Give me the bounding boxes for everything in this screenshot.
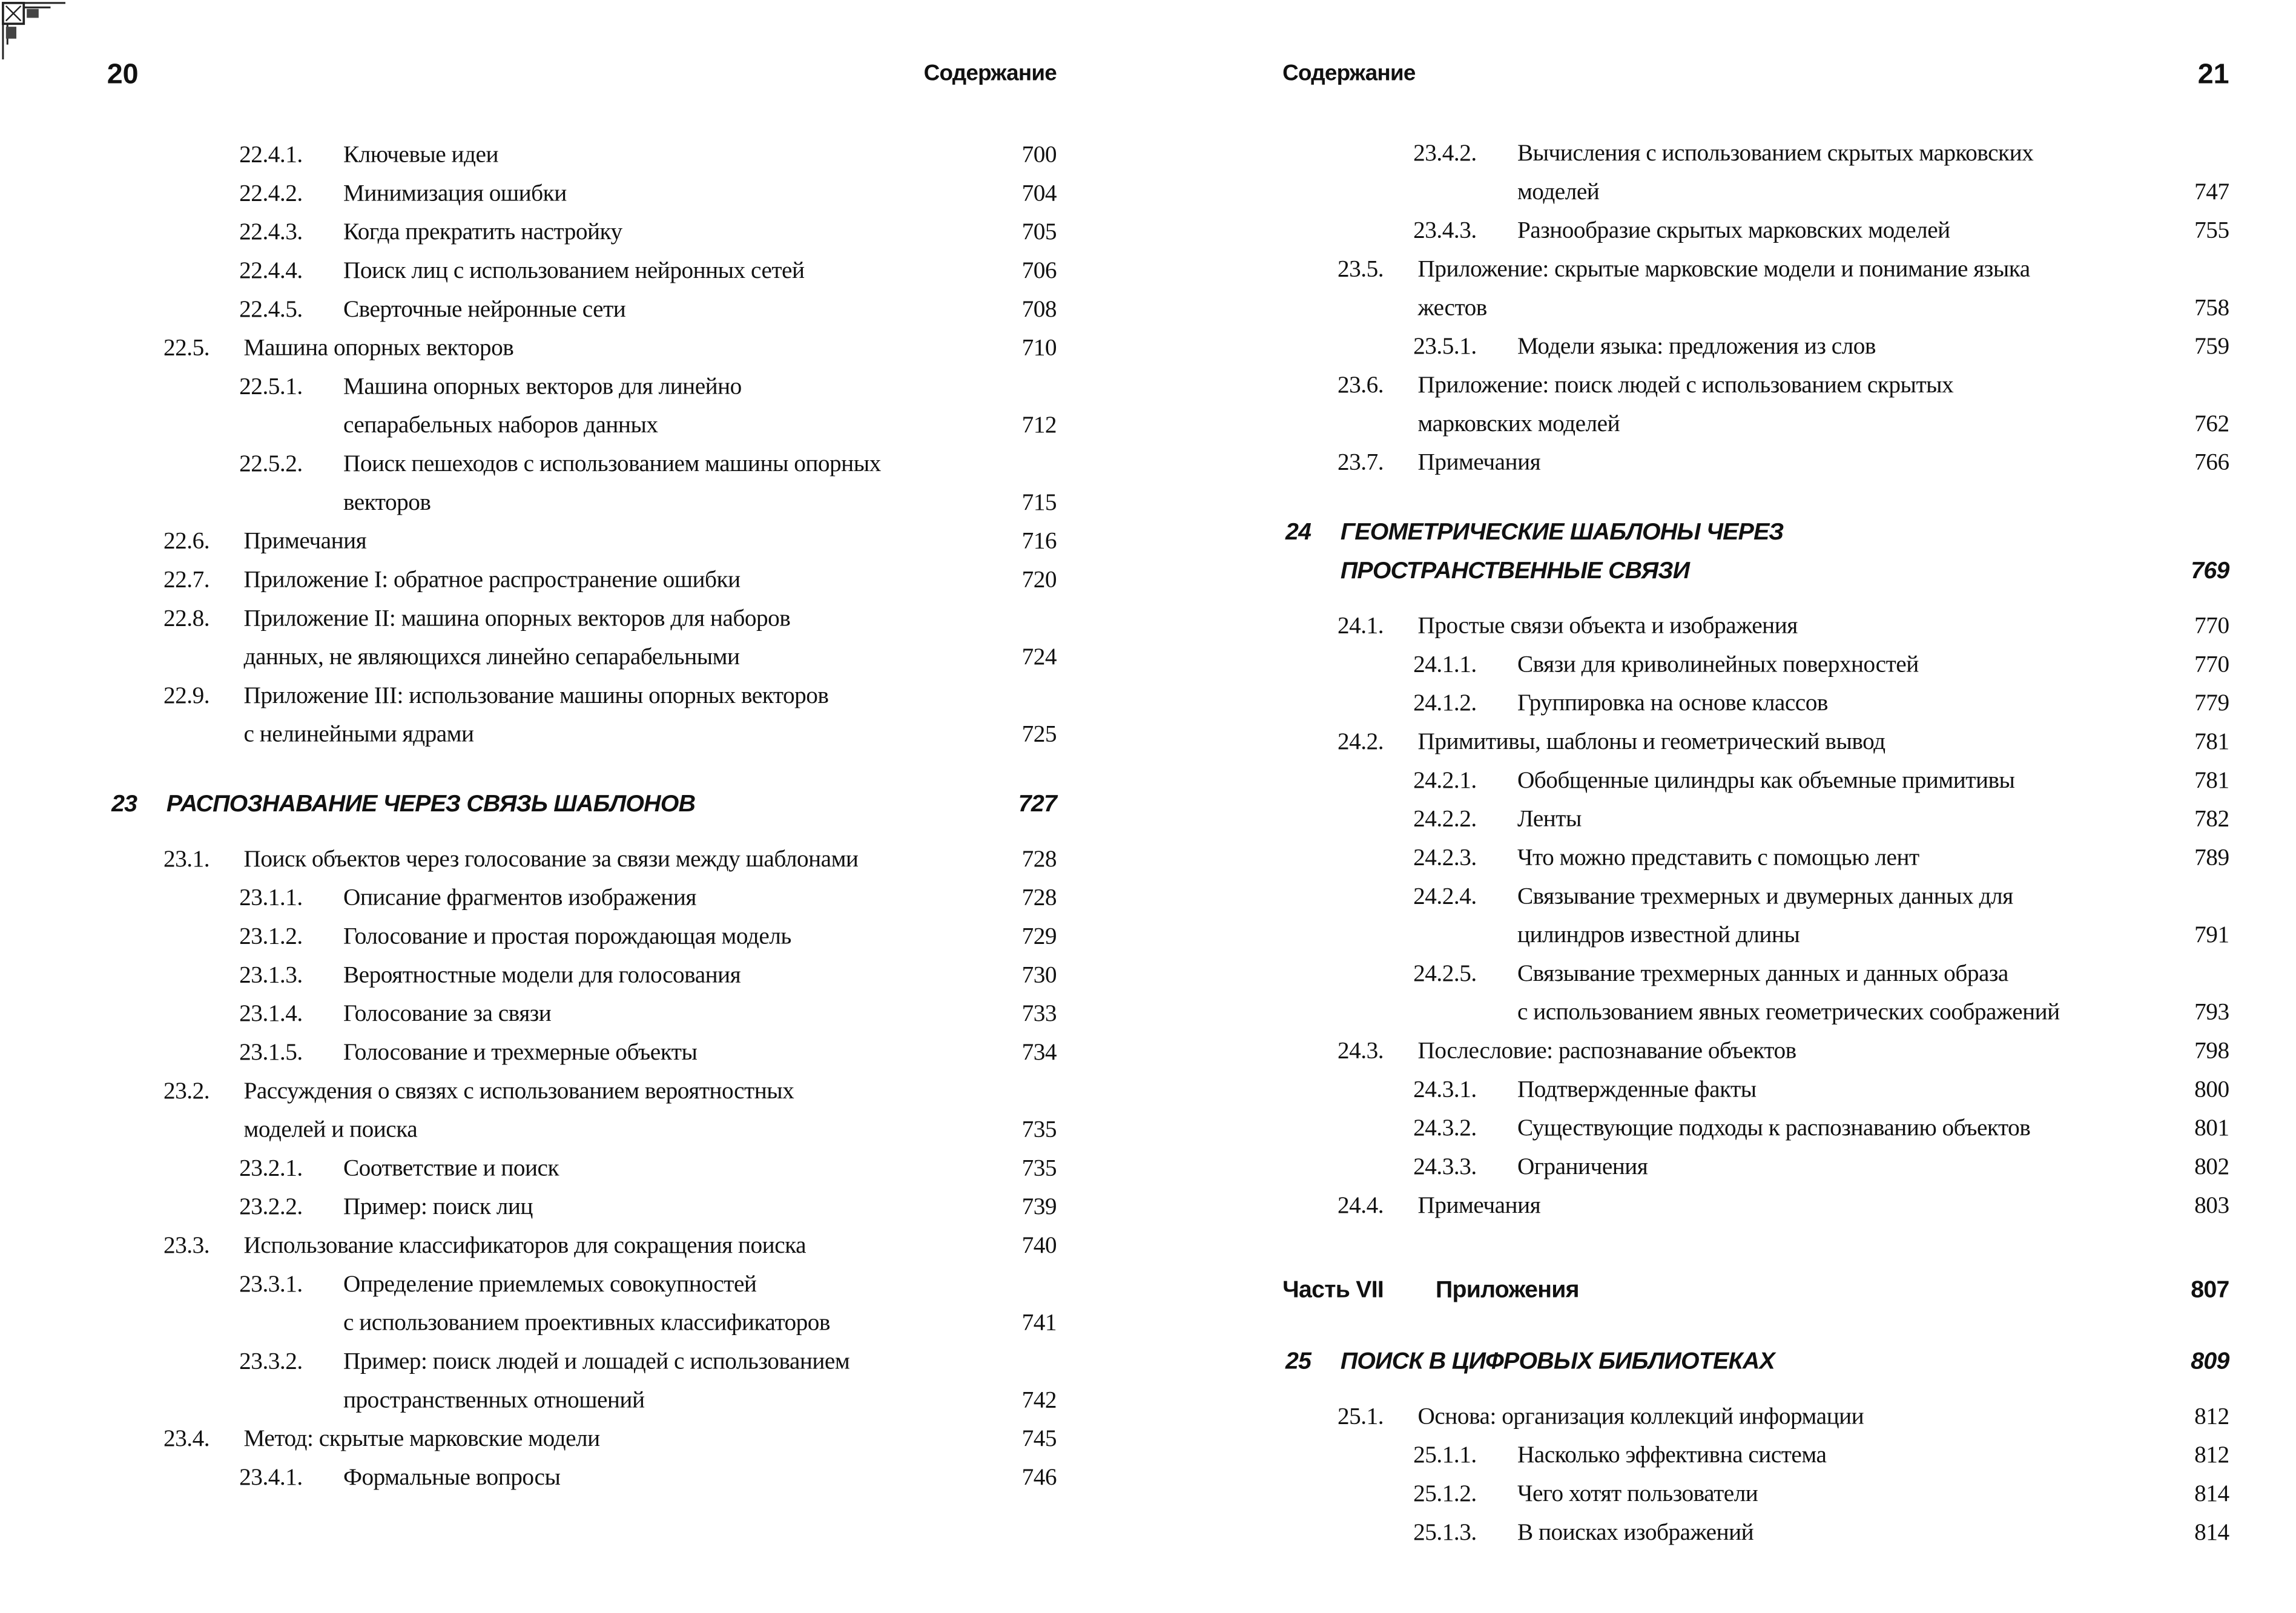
entry-page-number: 741: [1021, 1310, 1057, 1336]
entry-number: 24.3.1.: [1413, 1077, 1477, 1103]
entry-number: 23.1.4.: [239, 1001, 303, 1027]
entry-title-line: Обобщенные цилиндры как объемные примитивы: [1517, 768, 2015, 794]
toc-entry[interactable]: [1174, 328, 2229, 367]
entry-number: 23.1.: [163, 847, 210, 872]
entry-number: 25.1.3.: [1413, 1520, 1477, 1546]
entry-number: 23.1.5.: [239, 1040, 303, 1066]
entry-page-number: 720: [1021, 567, 1057, 593]
toc-entry[interactable]: [1174, 647, 2229, 685]
entry-page-number: 728: [1021, 847, 1057, 872]
toc-entry[interactable]: [1174, 1514, 2229, 1553]
entry-number: 23.4.1.: [239, 1465, 303, 1491]
entry-number: 23.6.: [1337, 373, 1384, 398]
entry-title-line: Группировка на основе классов: [1517, 691, 1828, 717]
entry-title-line: Голосование и трехмерные объекты: [343, 1040, 698, 1066]
entry-page-number: 800: [2194, 1077, 2229, 1103]
entry-title-line: ПОИСК В ЦИФРОВЫХ БИБЛИОТЕКАХ: [1340, 1349, 1775, 1375]
entry-number: 24.3.2.: [1413, 1116, 1477, 1141]
entry-number: 22.4.1.: [239, 142, 303, 168]
entry-number: 24.3.: [1337, 1038, 1384, 1064]
entry-page-number: 747: [2194, 179, 2229, 205]
entry-page-number: 770: [2194, 613, 2229, 639]
toc-entry[interactable]: [1174, 1072, 2229, 1110]
page-number: 20: [107, 59, 139, 91]
toc-entry[interactable]: [0, 880, 1057, 919]
entry-page-number: 781: [2194, 730, 2229, 755]
toc-entry[interactable]: [0, 291, 1057, 330]
toc-entry[interactable]: [0, 1189, 1057, 1228]
entry-number: 22.8.: [163, 606, 210, 632]
toc-entry[interactable]: [1174, 1033, 2229, 1072]
entry-title-line: Описание фрагментов изображения: [343, 885, 696, 911]
entry-number: Часть VII: [1282, 1278, 1384, 1304]
entry-number: 22.4.4.: [239, 259, 303, 284]
entry-number: 22.5.2.: [239, 452, 303, 477]
entry-title-line: марковских моделей: [1417, 411, 1620, 437]
entry-page-number: 807: [2191, 1278, 2229, 1304]
toc-chapter-heading[interactable]: [1174, 1344, 2229, 1382]
entry-number: 25.1.1.: [1413, 1443, 1477, 1468]
entry-title-line: Определение приемлемых совокупностей: [343, 1272, 757, 1298]
entry-title-line: Чего хотят пользователи: [1517, 1482, 1758, 1507]
page-number: 21: [2197, 59, 2229, 91]
toc-entry[interactable]: [1174, 1399, 2229, 1437]
toc-entry[interactable]: [1174, 1476, 2229, 1514]
toc-entry[interactable]: [1174, 213, 2229, 251]
toc-entry[interactable]: [0, 330, 1057, 369]
entry-number: 24: [1285, 520, 1311, 546]
entry-page-number: 769: [2191, 558, 2229, 584]
entry-title-line: Сверточные нейронные сети: [343, 297, 626, 323]
entry-number: 24.2.: [1337, 730, 1384, 755]
toc-entry[interactable]: [1174, 1437, 2229, 1476]
entry-title-line: ПРОСТРАНСТВЕННЫЕ СВЯЗИ: [1340, 558, 1690, 584]
right-page: [1174, 0, 2229, 1612]
entry-title-line: Вычисления с использованием скрытых марковских: [1517, 141, 2034, 167]
entry-title-line: данных, не являющихся линейно сепарабельными: [243, 645, 740, 670]
toc-entry[interactable]: [1174, 251, 2229, 329]
entry-number: 25.1.2.: [1413, 1482, 1477, 1507]
left-page: [0, 0, 1057, 1612]
entry-page-number: 791: [2194, 923, 2229, 948]
entry-number: 25.1.: [1337, 1404, 1384, 1430]
entry-title-line: Поиск пешеходов с использованием машины опорных: [343, 452, 881, 477]
entry-page-number: 704: [1021, 181, 1057, 207]
entry-page-number: 712: [1021, 413, 1057, 439]
entry-page-number: 814: [2194, 1520, 2229, 1546]
entry-title-line: Ключевые идеи: [343, 142, 499, 168]
entry-number: 22.5.1.: [239, 374, 303, 400]
entry-number: 23.2.: [163, 1078, 210, 1104]
entry-page-number: 700: [1021, 142, 1057, 168]
entry-title-line: Приложение: скрытые марковские модели и понимание языка: [1417, 257, 2030, 283]
entry-page-number: 745: [1021, 1427, 1057, 1452]
entry-page-number: 798: [2194, 1038, 2229, 1064]
entry-number: 22.4.3.: [239, 220, 303, 245]
entry-number: 23.7.: [1337, 450, 1384, 476]
toc-entry[interactable]: [1174, 801, 2229, 840]
entry-page-number: 782: [2194, 807, 2229, 833]
entry-page-number: 801: [2194, 1116, 2229, 1141]
entry-page-number: 725: [1021, 722, 1057, 748]
toc-list: [0, 137, 1057, 1498]
toc-entry[interactable]: [1174, 135, 2229, 213]
entry-page-number: 740: [1021, 1233, 1057, 1259]
entry-page-number: 715: [1021, 490, 1057, 516]
toc-entry[interactable]: [0, 1073, 1057, 1150]
entry-number: 22.6.: [163, 529, 210, 555]
entry-page-number: 803: [2194, 1193, 2229, 1219]
toc-entry[interactable]: [0, 601, 1057, 678]
entry-title-line: Поиск лиц с использованием нейронных сетей: [343, 259, 805, 284]
toc-chapter-heading[interactable]: [1174, 514, 2229, 592]
toc-entry[interactable]: [1174, 1149, 2229, 1187]
entry-page-number: 716: [1021, 529, 1057, 555]
entry-page-number: 812: [2194, 1443, 2229, 1468]
entry-title-line: Машина опорных векторов: [243, 335, 514, 361]
entry-page-number: 735: [1021, 1156, 1057, 1182]
running-head: Содержание: [1282, 61, 1416, 87]
entry-title-line: Модели языка: предложения из слов: [1517, 334, 1876, 360]
entry-title-line: моделей и поиска: [243, 1117, 418, 1143]
entry-number: 24.2.3.: [1413, 845, 1477, 871]
entry-number: 23.2.1.: [239, 1156, 303, 1182]
entry-page-number: 734: [1021, 1040, 1057, 1066]
entry-page-number: 729: [1021, 924, 1057, 950]
entry-page-number: 814: [2194, 1482, 2229, 1507]
running-head: Содержание: [923, 61, 1057, 87]
entry-title-line: Голосование за связи: [343, 1001, 552, 1027]
toc-entry[interactable]: [0, 919, 1057, 957]
toc-entry[interactable]: [0, 252, 1057, 291]
entry-page-number: 705: [1021, 220, 1057, 245]
entry-title-line: Подтвержденные факты: [1517, 1077, 1757, 1103]
entry-title-line: Рассуждения о связях с использованием вероятностных: [243, 1078, 794, 1104]
entry-title-line: Вероятностные модели для голосования: [343, 963, 741, 989]
entry-title-line: Использование классификаторов для сокращения поиска: [243, 1233, 807, 1259]
entry-title-line: Что можно представить с помощью лент: [1517, 845, 1919, 871]
entry-number: 23: [111, 792, 137, 817]
entry-number: 24.2.4.: [1413, 884, 1477, 910]
entry-title-line: Связывание трехмерных данных и данных образа: [1517, 961, 2008, 987]
entry-title-line: Существующие подходы к распознаванию объектов: [1517, 1116, 2031, 1141]
entry-title-line: Пример: поиск лиц: [343, 1195, 533, 1221]
entry-page-number: 746: [1021, 1465, 1057, 1491]
toc-entry[interactable]: [0, 137, 1057, 176]
toc-entry[interactable]: [0, 523, 1057, 562]
entry-page-number: 766: [2194, 450, 2229, 476]
entry-number: 24.2.1.: [1413, 768, 1477, 794]
entry-title-line: Формальные вопросы: [343, 1465, 561, 1491]
entry-page-number: 739: [1021, 1195, 1057, 1221]
entry-number: 25: [1285, 1349, 1311, 1375]
entry-number: 23.5.: [1337, 257, 1384, 283]
toc-entry[interactable]: [1174, 1110, 2229, 1149]
toc-entry[interactable]: [0, 1420, 1057, 1459]
entry-title-line: Насколько эффективна система: [1517, 1443, 1827, 1468]
toc-entry[interactable]: [0, 214, 1057, 252]
entry-number: 22.4.2.: [239, 181, 303, 207]
entry-page-number: 706: [1021, 259, 1057, 284]
entry-page-number: 779: [2194, 691, 2229, 717]
toc-entry[interactable]: [0, 176, 1057, 214]
entry-page-number: 727: [1018, 792, 1057, 817]
toc-entry[interactable]: [0, 1150, 1057, 1189]
entry-page-number: 728: [1021, 885, 1057, 911]
entry-title-line: пространственных отношений: [343, 1388, 645, 1414]
toc-entry[interactable]: [1174, 367, 2229, 444]
entry-number: 23.5.1.: [1413, 334, 1477, 360]
entry-title-line: Приложение: поиск людей с использованием скрытых: [1417, 373, 1954, 398]
entry-title-line: с использованием проективных классификаторов: [343, 1310, 830, 1336]
entry-title-line: Пример: поиск людей и лошадей с использованием: [343, 1349, 850, 1375]
entry-title-line: с использованием явных геометрических соображений: [1517, 1000, 2060, 1026]
entry-title-line: Послесловие: распознавание объектов: [1417, 1038, 1796, 1064]
entry-page-number: 770: [2194, 652, 2229, 678]
entry-number: 24.2.5.: [1413, 961, 1477, 987]
entry-number: 22.4.5.: [239, 297, 303, 323]
toc-entry[interactable]: [0, 1266, 1057, 1344]
entry-title-line: Ограничения: [1517, 1155, 1648, 1180]
entry-number: 23.1.3.: [239, 963, 303, 989]
entry-title-line: Связывание трехмерных и двумерных данных для: [1517, 884, 2013, 910]
toc-entry[interactable]: [0, 995, 1057, 1034]
entry-title-line: Поиск объектов через голосование за связи между шаблонами: [243, 847, 859, 872]
toc-entry[interactable]: [1174, 840, 2229, 879]
entry-page-number: 812: [2194, 1404, 2229, 1430]
entry-title-line: Приложение III: использование машины опорных векторов: [243, 684, 829, 709]
toc-entry[interactable]: [1174, 762, 2229, 801]
entry-page-number: 733: [1021, 1001, 1057, 1027]
entry-number: 22.7.: [163, 567, 210, 593]
entry-title-line: жестов: [1417, 295, 1487, 322]
entry-title-line: с нелинейными ядрами: [243, 722, 474, 748]
entry-title-line: Голосование и простая порождающая модель: [343, 924, 791, 950]
entry-page-number: 735: [1021, 1117, 1057, 1143]
toc-entry[interactable]: [1174, 685, 2229, 724]
toc-entry[interactable]: [1174, 444, 2229, 483]
entry-title-line: РАСПОЗНАВАНИЕ ЧЕРЕЗ СВЯЗЬ ШАБЛОНОВ: [166, 792, 696, 817]
entry-number: 22.9.: [163, 684, 210, 709]
entry-title-line: Машина опорных векторов для линейно: [343, 374, 742, 400]
entry-title-line: Когда прекратить настройку: [343, 220, 622, 245]
entry-number: 24.2.2.: [1413, 807, 1477, 833]
entry-number: 23.2.2.: [239, 1195, 303, 1221]
entry-page-number: 755: [2194, 218, 2229, 244]
entry-page-number: 793: [2194, 1000, 2229, 1026]
entry-number: 23.4.3.: [1413, 218, 1477, 244]
toc-entry[interactable]: [0, 841, 1057, 880]
entry-number: 23.4.2.: [1413, 141, 1477, 167]
entry-title-line: моделей: [1517, 179, 1600, 205]
entry-title-line: Основа: организация коллекций информации: [1417, 1404, 1864, 1430]
entry-title-line: Простые связи объекта и изображения: [1417, 613, 1798, 639]
entry-title-line: Связи для криволинейных поверхностей: [1517, 652, 1919, 678]
entry-page-number: 710: [1021, 335, 1057, 361]
entry-number: 23.1.2.: [239, 924, 303, 950]
entry-title-line: векторов: [343, 490, 431, 516]
entry-title-line: Примечания: [1417, 450, 1541, 476]
entry-number: 24.3.3.: [1413, 1155, 1477, 1180]
entry-page-number: 730: [1021, 963, 1057, 989]
entry-title-line: Ленты: [1517, 807, 1582, 833]
toc-entry[interactable]: [0, 1227, 1057, 1266]
entry-page-number: 708: [1021, 297, 1057, 323]
entry-title-line: Соответствие и поиск: [343, 1156, 559, 1182]
entry-number: 24.1.1.: [1413, 652, 1477, 678]
entry-title-line: Приложения: [1435, 1278, 1579, 1304]
entry-number: 23.3.2.: [239, 1349, 303, 1375]
entry-title-line: Примечания: [1417, 1193, 1541, 1219]
entry-title-line: ГЕОМЕТРИЧЕСКИЕ ШАБЛОНЫ ЧЕРЕЗ: [1340, 520, 1784, 546]
toc-entry[interactable]: [0, 446, 1057, 523]
entry-page-number: 781: [2194, 768, 2229, 794]
toc-entry[interactable]: [1174, 879, 2229, 956]
toc-entry[interactable]: [1174, 608, 2229, 647]
entry-number: 23.4.: [163, 1427, 210, 1452]
entry-title-line: Приложение II: машина опорных векторов для наборов: [243, 606, 791, 632]
toc-entry[interactable]: [1174, 1187, 2229, 1226]
entry-title-line: Примечания: [243, 529, 367, 555]
entry-number: 23.1.1.: [239, 885, 303, 911]
entry-page-number: 742: [1021, 1388, 1057, 1414]
entry-title-line: Метод: скрытые марковские модели: [243, 1427, 600, 1452]
toc-chapter-heading[interactable]: [0, 786, 1057, 825]
toc-entry[interactable]: [0, 678, 1057, 755]
entry-page-number: 802: [2194, 1155, 2229, 1180]
entry-title-line: Разнообразие скрытых марковских моделей: [1517, 218, 1950, 244]
toc-entry[interactable]: [0, 1034, 1057, 1073]
toc-entry[interactable]: [0, 562, 1057, 601]
entry-title-line: цилиндров известной длины: [1517, 923, 1800, 948]
entry-number: 23.3.1.: [239, 1272, 303, 1298]
toc-entry[interactable]: [1174, 724, 2229, 762]
entry-number: 24.4.: [1337, 1193, 1384, 1219]
toc-part-heading[interactable]: [1174, 1272, 2229, 1311]
toc-entry[interactable]: [0, 957, 1057, 996]
toc-entry[interactable]: [0, 1344, 1057, 1421]
toc-entry[interactable]: [1174, 955, 2229, 1033]
entry-title-line: сепарабельных наборов данных: [343, 413, 658, 439]
toc-entry[interactable]: [0, 1459, 1057, 1498]
entry-page-number: 762: [2194, 411, 2229, 437]
entry-number: 22.5.: [163, 335, 210, 361]
entry-number: 24.1.2.: [1413, 691, 1477, 717]
entry-title-line: Примитивы, шаблоны и геометрический вывод: [1417, 730, 1885, 755]
entry-number: 23.3.: [163, 1233, 210, 1259]
entry-page-number: 759: [2194, 334, 2229, 360]
entry-page-number: 789: [2194, 845, 2229, 871]
entry-number: 24.1.: [1337, 613, 1384, 639]
toc-list: [1174, 135, 2229, 1552]
entry-title-line: В поисках изображений: [1517, 1520, 1754, 1546]
entry-title-line: Приложение I: обратное распространение ошибки: [243, 567, 741, 593]
entry-page-number: 758: [2194, 295, 2229, 322]
entry-page-number: 724: [1021, 645, 1057, 670]
entry-page-number: 809: [2191, 1349, 2229, 1375]
toc-entry[interactable]: [0, 369, 1057, 446]
entry-title-line: Минимизация ошибки: [343, 181, 567, 207]
